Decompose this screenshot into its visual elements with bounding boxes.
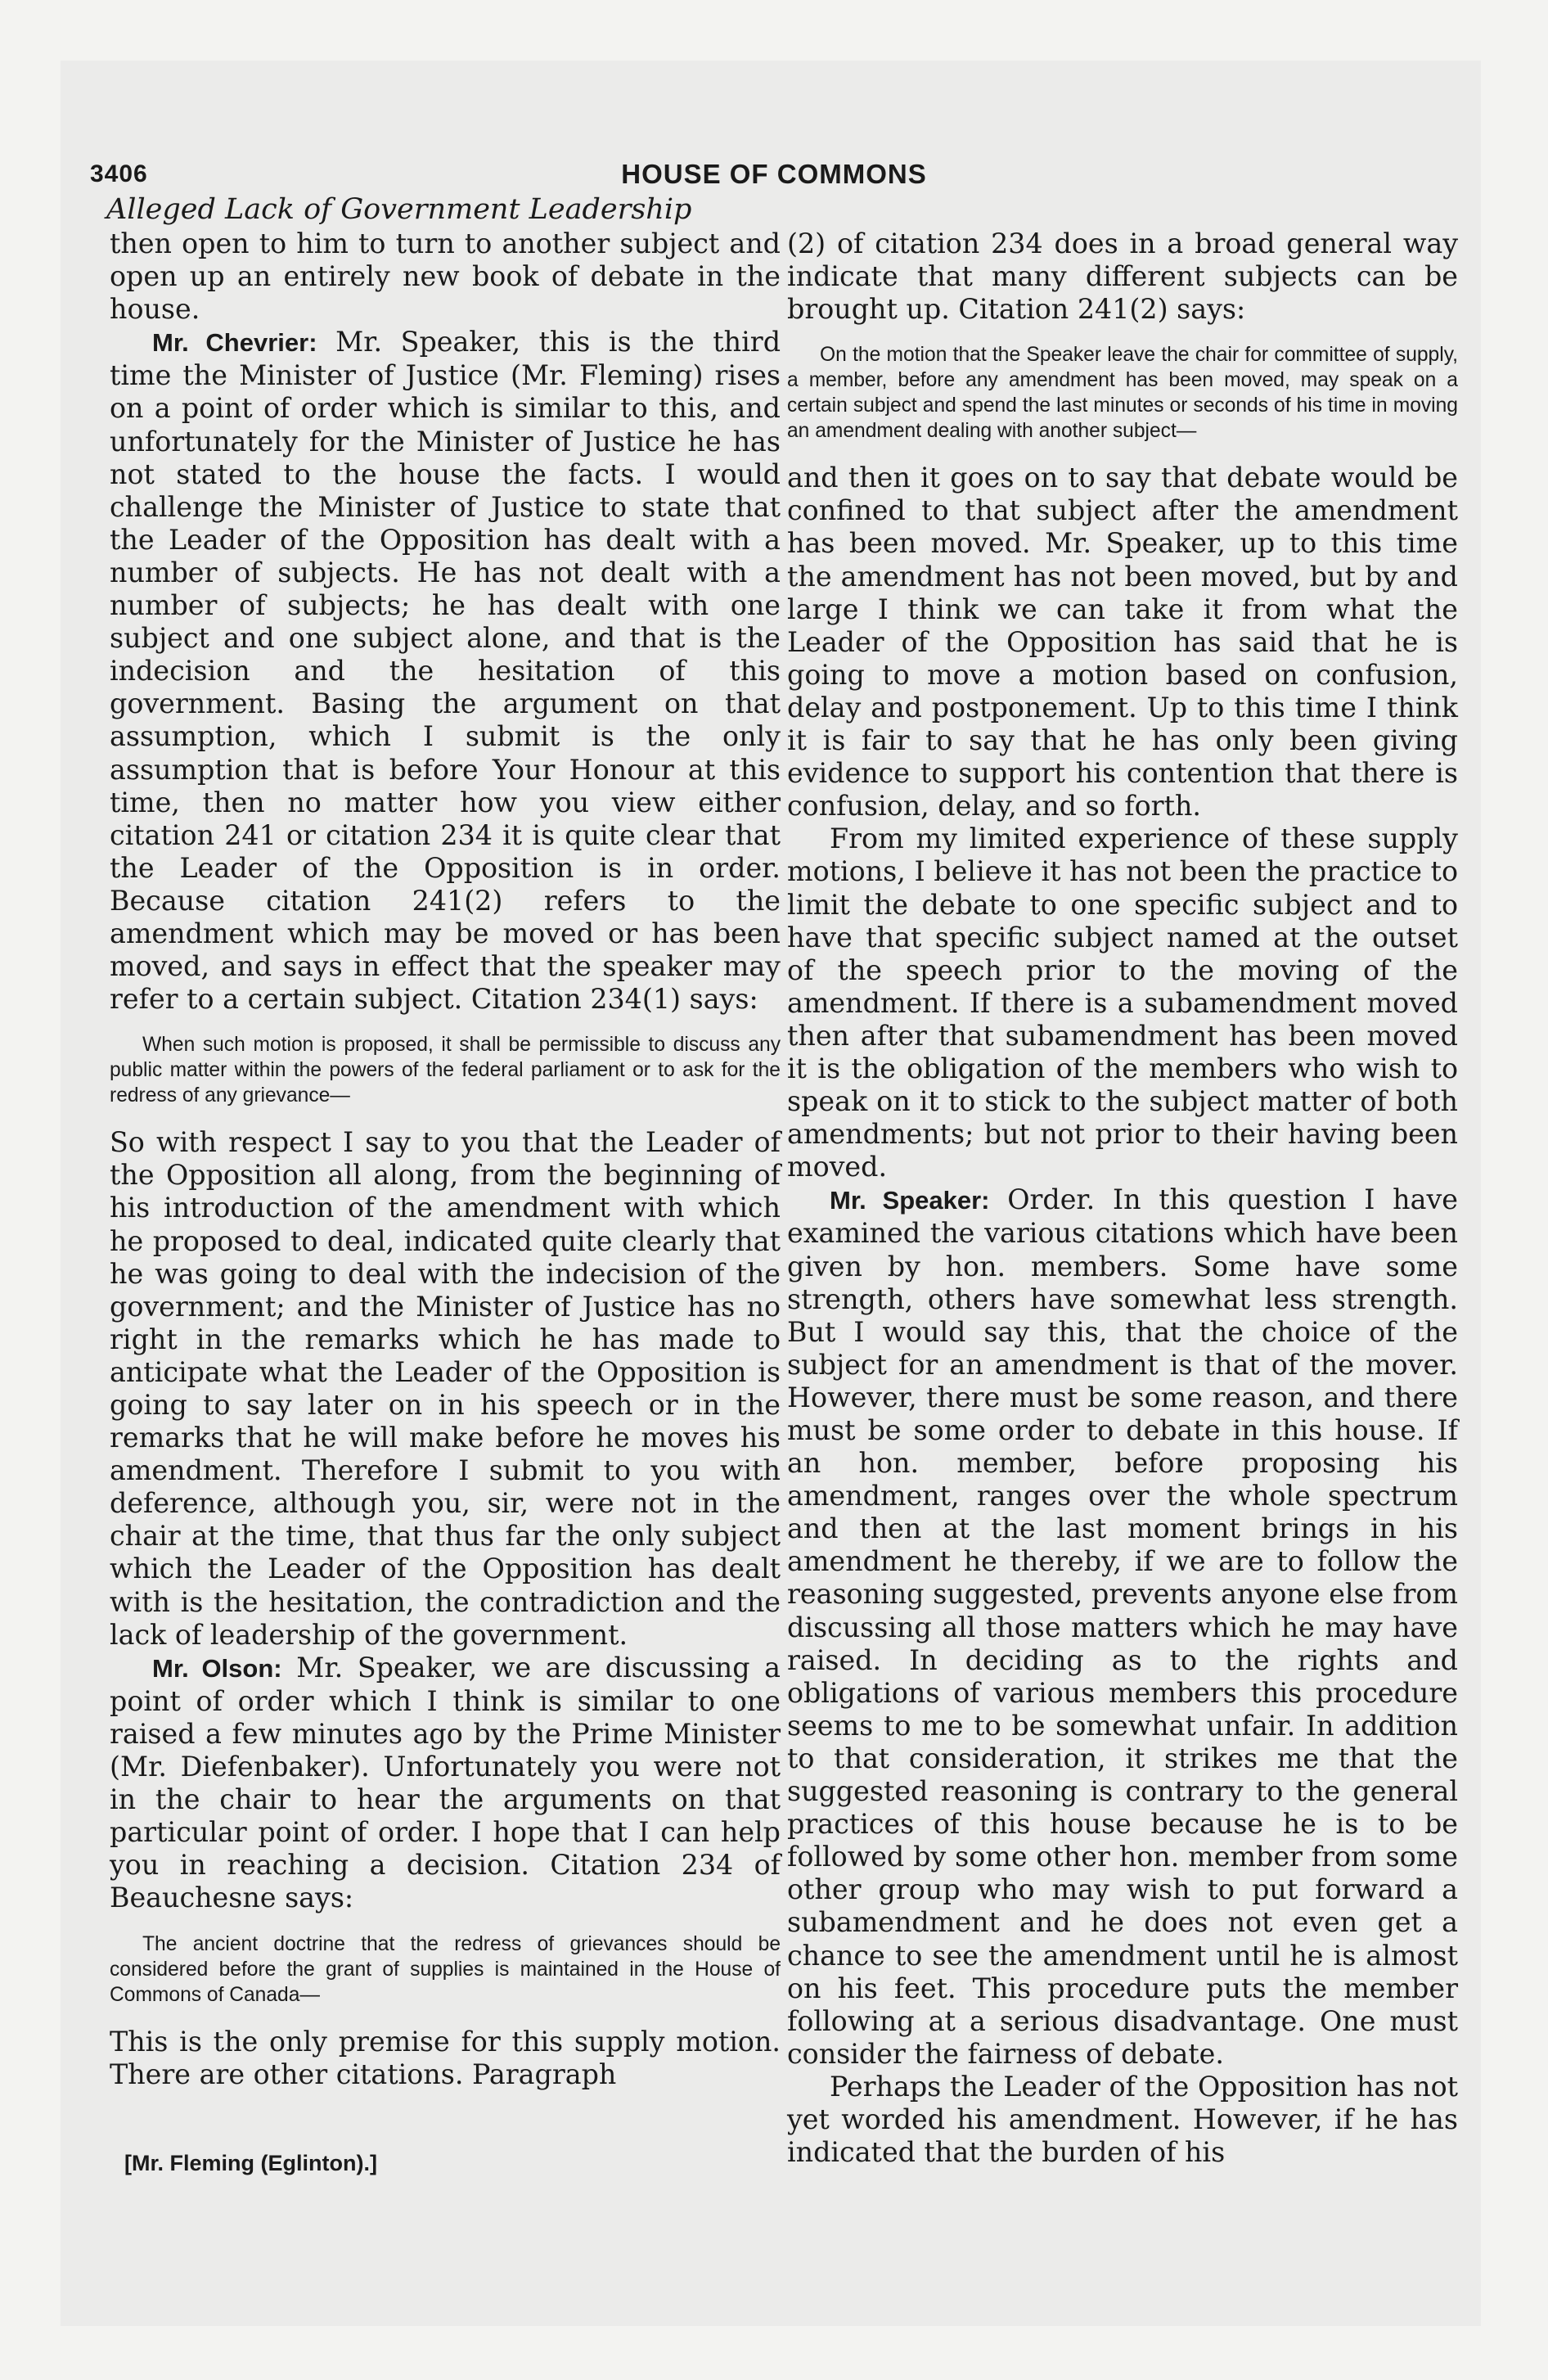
paragraph: and then it goes on to say that debate would be confined to that subject after the amendment has been moved. Mr. Speaker, up to this time the amendment has not been moved, but by and large I think we can take it from what the Leader of the Opposition has said that he is going to move a motion based on confusion, delay and postponement. Up to this time I think it is fair to say that he has only been giving evidence to support his contention that there is confusion, delay, and so forth. — [787, 462, 1458, 823]
block-quote: On the motion that the Speaker leave the chair for committee of supply, a member, before any amendment has been moved, may speak on a certain subject and spend the last minutes or seconds of his time in moving an amendment dealing with another subject— — [787, 344, 1458, 443]
footer-attribution: [Mr. Fleming (Eglinton).] — [124, 2151, 377, 2175]
block-quote: When such motion is proposed, it shall be permissible to discuss any public matter within the powers of the federal parliament or to ask for the redress of any grievance— — [110, 1034, 781, 1107]
running-head: HOUSE OF COMMONS — [621, 159, 927, 189]
paragraph — [110, 326, 781, 1016]
section-title: Alleged Lack of Government Leadership — [106, 193, 692, 226]
speech-text: Mr. Speaker, we are discussing a point of order which I think is similar to one raised a few minutes ago by the Prime Minister (Mr. Diefenbaker). Unfortunately you were not in the chair to hear the arguments on that particular point of order. I hope that I can help you in reaching a decision. Citation 234 of Beauchesne says: — [110, 1651, 781, 1914]
paragraph: So with respect I say to you that the Leader of the Opposition all along, from the beginning of his introduction of the amendment with which he proposed to deal, indicated quite clearly that he was going to deal with the indecision of the government; and the Minister of Justice has no right in the remarks which he has made to anticipate what the Leader of the Opposition is going to say later on in his speech or in the remarks that he will make before he moves his amendment. Therefore I submit to you with deference, although you, sir, were not in the chair at the time, that thus far the only subject which the Leader of the Opposition has dealt with is the hesitation, the contradiction and the lack of leadership of the government. — [110, 1126, 781, 1651]
left-column — [110, 228, 781, 2091]
paragraph: then open to him to turn to another subject and open up an entirely new book of debate in the house. — [110, 228, 781, 326]
page-number: 3406 — [90, 160, 148, 187]
speaker-name: Mr. Speaker: — [830, 1186, 990, 1215]
block-quote: The ancient doctrine that the redress of grievances should be considered before the grant of supplies is maintained in the House of Commons of Canada— — [110, 1932, 781, 2006]
right-column — [787, 228, 1458, 2169]
paragraph: From my limited experience of these supply motions, I believe it has not been the practice to limit the debate to one specific subject and to have that specific subject named at the outset of the speech prior to the moving of the amendment. If there is a subamendment moved then after that subamendment has been moved it is the obligation of the members who wish to speak on it to stick to the subject matter of both amendments; but not prior to their having been moved. — [787, 823, 1458, 1183]
paragraph — [787, 1183, 1458, 2071]
paragraph: (2) of citation 234 does in a broad general way indicate that many different subjects can be brought up. Citation 241(2) says: — [787, 228, 1458, 326]
speech-text: Order. In this question I have examined the various citations which have been given by hon. members. Some have some strength, others have somewhat less strength. But I would say this, that the choice of the subject for an amendment is that of the mover. However, there must be some reason, and there must be some order to debate in this house. If an hon. member, before proposing his amendment, ranges over the whole spectrum and then at the last moment brings in his amendment he thereby, if we are to follow the reasoning suggested, prevents anyone else from discussing all those matters which he may have raised. In deciding as to the rights and obligations of various members this procedure seems to me to be somewhat unfair. In addition to that consideration, it strikes me that the suggested reasoning is contrary to the general practices of this house because he is to be followed by some other hon. member from some other group who may wish to put forward a subamendment and he does not even get a chance to see the amendment until he is almost on his feet. This procedure puts the member following at a serious disadvantage. One must consider the fairness of debate. — [787, 1183, 1458, 2070]
paragraph — [110, 1652, 781, 1915]
paragraph: This is the only premise for this supply motion. There are other citations. Paragraph — [110, 2025, 781, 2090]
paragraph: Perhaps the Leader of the Opposition has not yet worded his amendment. However, if he has indicated that the burden of his — [787, 2070, 1458, 2169]
speaker-name: Mr. Chevrier: — [152, 328, 317, 358]
speech-text: Mr. Speaker, this is the third time the Minister of Justice (Mr. Fleming) rises on a point of order which is similar to this, and unfortunately for the Minister of Justice he has not stated to the house the facts. I would challenge the Minister of Justice to state that the Leader of the Opposition has dealt with a number of subjects. He has not dealt with a number of subjects; he has dealt with one subject and one subject alone, and that is the indecision and the hesitation of this government. Basing the argument on that assumption, which I submit is the only assumption that is before Your Honour at this time, then no matter how you view either citation 241 or citation 234 it is quite clear that the Leader of the Opposition is in order. Because citation 241(2) refers to the amendment which may be moved or has been moved, and says in effect that the speaker may refer to a certain subject. Citation 234(1) says: — [110, 326, 781, 1016]
speaker-name: Mr. Olson: — [152, 1653, 282, 1683]
